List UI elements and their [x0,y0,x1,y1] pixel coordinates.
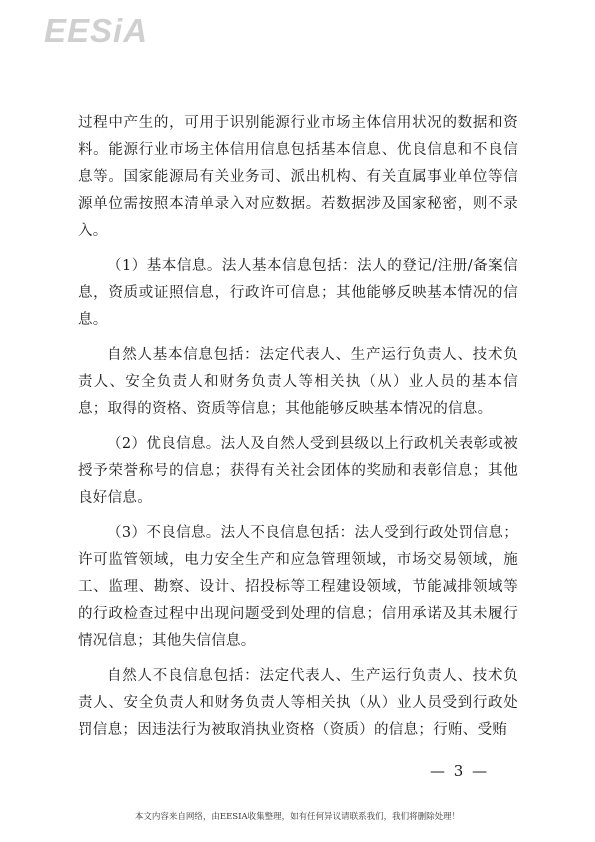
page-number: — 3 — [430,762,490,780]
paragraph-intro-continuation: 过程中产生的，可用于识别能源行业市场主体信用状况的数据和资料。能源行业市场主体信用信息包括基本信息、优良信息和不良信息等。国家能源局有关业务司、派出机构、有关直属事业单位等信源单位需按照本清单录入对应数据。若数据涉及国家秘密，则不录入。 [78,115,518,239]
paragraph-bad-info: （3）不良信息。法人不良信息包括：法人受到行政处罚信息；许可监管领域，电力安全生产和应急管理领域，市场交易领域，施工、监理、勘察、设计、招投标等工程建设领域，节能减排领域等的行政检查过程中出现问题受到处理的信息；信用承诺及其未履行情况信息；其他失信信息。 [78,525,518,649]
footer-disclaimer: 本文内容来自网络，由EESIA收集整理，如有任何异议请联系我们，我们将删除处理！ [134,812,461,822]
body-text [78,110,518,752]
paragraph-natural-person-basic-info: 自然人基本信息包括：法定代表人、生产运行负责人、技术负责人、安全负责人和财务负责人等相关执（从）业人员的基本信息；取得的资格、资质等信息；其他能够反映基本情况的信息。 [78,347,518,417]
paragraph-good-info: （2）优良信息。法人及自然人受到县级以上行政机关表彰或被授予荣誉称号的信息；获得有关社会团体的奖励和表彰信息；其他良好信息。 [78,436,518,506]
paragraph-basic-info: （1）基本信息。法人基本信息包括：法人的登记/注册/备案信息，资质或证照信息，行政许可信息；其他能够反映基本情况的信息。 [78,258,518,328]
paragraph-natural-person-bad-info: 自然人不良信息包括：法定代表人、生产运行负责人、技术负责人、安全负责人和财务负责人等相关执（从）业人员受到行政处罚信息；因违法行为被取消执业资格（资质）的信息；行贿、受贿 [78,668,518,738]
eesia-logo: EESiA [44,12,149,49]
